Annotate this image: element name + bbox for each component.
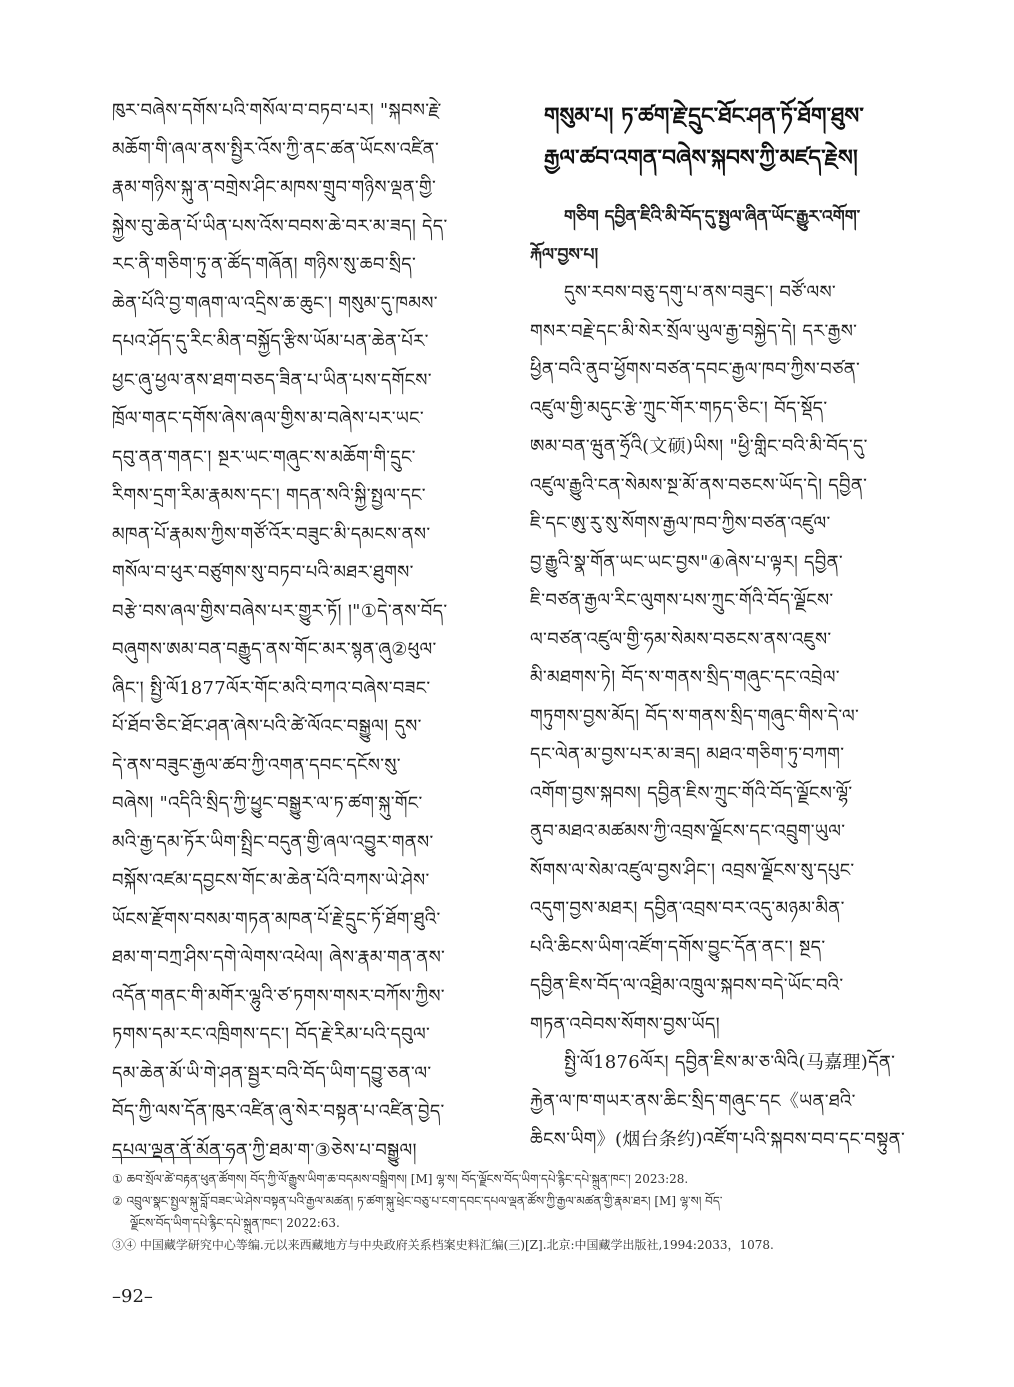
body-text-line: སོགས་ལ་སེམ་འཛུལ་བྱས་ཤིང་། འབྲས་ལྗོངས་སུ་དཔུང་ — [530, 859, 855, 881]
body-text-line: བསྐོས་འཛམ་དབྱངས་གོང་མ་ཆེན་པོའི་བཀས་ཡེ་ཤེས་ — [112, 870, 430, 891]
body-text-line: དང་ལེན་མ་བྱས་པར་མ་ཟད། མཐའ་གཅིག་ཏུ་བཀག་ — [530, 744, 845, 765]
body-text-line: དུས་རབས་བཅུ་དགུ་པ་ནས་བཟུང་། བཙོ་ལས་ — [564, 282, 836, 303]
body-text-line: དཔལ་ལྡན་ནོ་མོན་ཧན་ཀྱི་ཐམ་ག་③ཅེས་པ་བསྒྱུལ། — [112, 1139, 417, 1161]
footnote: ③④ 中国藏学研究中心等编.元以来西藏地方与中央政府关系档案史料汇编(三)[Z].北京:中国藏学出版社,1994:2033，1078. — [112, 1238, 774, 1252]
body-text-line: འདུག་བྱས་མཐར། དབྱིན་འབྲས་བར་འདུ་མཉམ་མིན་ — [530, 898, 845, 919]
body-text-line: ཁྲོལ་གནང་དགོས་ཞེས་ཞལ་གྱིས་མ་བཞེས་པར་ཡང་ — [112, 408, 424, 429]
body-text-line: གཏུགས་བྱས་མོད། བོད་ས་གནས་སྲིད་གཞུང་གིས་དེ་ལ་ — [530, 705, 860, 727]
body-text-line: མཁན་པོ་རྣམས་ཀྱིས་གཙོ་འོར་བཟུང་མི་དམངས་ནས་ — [112, 523, 431, 545]
body-text-line: རང་ནི་གཅིག་ཏུ་ན་ཚོད་གཞོན། གཉིས་སུ་ཆབ་སྲིད་ — [112, 254, 417, 275]
footnote: ① ཆབ་སྲོལ་ཚེ་བརྟན་ཕུན་ཚོགས། བོད་ཀྱི་ལོ་རྒྱུས་ཡིག་ཆ་བདམས་བསྒྲིགས། [M] ལྷ་ས། བོད་ལྗོངས་བོད་ཡིག་དཔེ་རྙིང་དཔེ་སྐྲུན་ཁང་། 2023:28. — [112, 1172, 689, 1186]
body-text-line: པའི་ཆིངས་ཡིག་འཛོག་དགོས་བྱུང་དོན་ནང་། སྔད་ — [530, 936, 826, 958]
body-text-line: ཇི་དང་ཨུ་རུ་སུ་སོགས་རྒྱལ་ཁབ་ཀྱིས་བཙན་འཛུལ་ — [530, 513, 831, 534]
body-text-line: བོད་ཀྱི་ལས་དོན་ཁུར་འཛིན་ཞུ་སེར་བསྟན་པ་འཛིན་བྱེད་ — [112, 1101, 445, 1122]
right-column — [530, 92, 920, 1160]
body-text-line: མཆོག་གི་ཞལ་ནས་སྤྱིར་འོས་ཀྱི་ནང་ཚན་ཡོངས་འཛིན་ — [112, 138, 440, 160]
body-text-line: ཇི་བཙན་རྒྱལ་རིང་ལུགས་པས་ཀྲུང་གོའི་བོད་ལྗོངས་ — [530, 590, 834, 611]
body-text-line: རྐྱེན་ལ་ཁ་གཡར་ནས་ཆིང་སྲིད་གཞུང་དང《ཡན་ཐའི་ — [530, 1090, 856, 1112]
body-text-line: ཐམ་ག་བཀྲ་ཤིས་དགེ་ལེགས་འཕེལ། ཞེས་རྣམ་གན་ནས་ — [112, 947, 446, 968]
body-text-line: ཆེན་པོའི་བྱ་གཞག་ལ་འདྲིས་ཆ་ཆུང་། གསུམ་དུ་ཁམས་ — [112, 292, 438, 314]
page-number: –92– — [112, 1286, 153, 1307]
body-text-line: བཞུགས་ཨམ་བན་བརྒྱུད་ནས་གོང་མར་སྙན་ཞུ②ཕུལ་ — [112, 639, 437, 660]
body-text-line: ཡོངས་རྫོགས་བསམ་གཏན་མཁན་པོ་རྗེ་དྲུང་ཏོ་ཐོག་ཐུའི་ — [112, 908, 441, 930]
footnote: ② འབྲུལ་སྣང་སྤྱལ་སྐུ་བློ་བཟང་ཡེ་ཤེས་བསྟན་པའི་རྒྱལ་མཚན། ཏ་ཚག་སྐུ་ཕྲེང་བཅུ་པ་ངག་དབང་དཔལ་ལྡན་ཚོས་ཀྱི་རྒྱལ་མཚན་གྱི་རྣམ་ཐར། [M] ལྷ་ས། བོད་ — [112, 1194, 723, 1208]
body-text-line: སྤྱི་ལོ1876ལོར། དབྱིན་ཇིས་མ་ཅ་ལིའི(马嘉理)དོན་ — [564, 1052, 896, 1073]
left-column — [112, 92, 500, 1170]
body-text-line: ཁུར་བཞེས་དགོས་པའི་གསོལ་བ་བཏབ་པར། "སྐབས་རྗེ་ — [112, 100, 442, 121]
subsection-heading: གཅིག དབྱིན་ཇིའི་མི་བོད་དུ་སྤྱལ་ཞིན་ཡོང་རྒྱུར་འགོག་ — [564, 207, 861, 227]
body-text-line: ཨམ་བན་ཝུན་ཧྲོའི(文硕)ཡིས། "ཕྱི་གླིང་བའི་མི་བོད་དུ་ — [530, 436, 868, 457]
body-text-line: དམ་ཆེན་མོ་ཡི་གེ་ཤན་སྦྱར་བའི་བོད་ཡིག་དབྱུ་ཅན་ལ་ — [112, 1062, 432, 1084]
body-text-line: འདོན་གནང་གི་མགོར་ལྷུའི་ཙ་ཏགས་གསར་བཀོས་ཀྱིས་ — [112, 985, 445, 1007]
body-text-line: ཕྱིན་བའི་ནུབ་ཕྱོགས་བཙན་དབང་རྒྱལ་ཁབ་ཀྱིས་བཙན་ — [530, 359, 861, 380]
body-text-line: བྱ་རྒྱུའི་སྣ་གོན་ཡང་ཡང་བྱས"④ཞེས་པ་ལྟར། དབྱིན་ — [530, 551, 844, 573]
body-text-line: མི་མཐགས་ཏེ། བོད་ས་གནས་སྲིད་གཞུང་དང་འབྲེལ་ — [530, 667, 840, 688]
body-text-line: འཛུལ་གྱི་མདུང་རྩེ་ཀྲུང་གོར་གཏད་ཅིང་། བོད་སྡོད་ — [530, 397, 828, 419]
body-text-line: འཛུལ་རྒྱུའི་ངན་སེམས་སྔ་མོ་ནས་བཅངས་ཡོད་དེ། དབྱིན་ — [530, 474, 868, 496]
body-text-line: གསར་བརྗེ་དང་མི་སེར་སྲོལ་ཡུལ་རྒྱ་བསྐྱེད་དེ། དར་རྒྱས་ — [530, 320, 858, 342]
section-heading-line: གསུམ་པ། ཏ་ཚག་རྗེ་དྲུང་ཐོང་ཤན་ཏོ་ཐོག་ཐུས་ — [544, 104, 864, 129]
body-text-line: ལ་བཙན་འཛུལ་གྱི་ཧམ་སེམས་བཅངས་ནས་འཇུས་ — [530, 628, 832, 650]
right-paragraph-1 — [530, 274, 920, 1044]
body-text-line: གསོལ་བ་ཕུར་བཙུགས་སུ་བཏབ་པའི་མཐར་ཐུགས་ — [112, 562, 414, 583]
body-text-line: པོ་ཐོབ་ཅིང་ཐོང་ཤན་ཞེས་པའི་ཚེ་ལོའང་བསྒྱུལ། དུས་ — [112, 716, 422, 737]
body-text-line: རིགས་དྲག་རིམ་རྣམས་དང་། གདན་སའི་སྐྱི་སྤྱལ་དང་ — [112, 485, 426, 506]
section-heading-line: རྒྱལ་ཚབ་འགན་བཞེས་སྐབས་ཀྱི་མཛད་རྗེས། — [544, 146, 858, 171]
footnote: ལྗོངས་བོད་ཡིག་དཔེ་རྙིང་དཔེ་སྐྲུན་ཁང་། 2022:63. — [130, 1216, 340, 1230]
body-text-line: དཔའ་ཤོད་དུ་རིང་མིན་བསྐྱོད་རྩིས་ཡོམ་པན་ཆེན་པོར་ — [112, 331, 429, 352]
body-text-line: སྐྱེས་བུ་ཆེན་པོ་ཡིན་པས་འོས་བབས་ཆེ་བར་མ་ཟད། དེད་ — [112, 215, 448, 237]
body-text-line: བཞེས། "འདིའི་སྲིད་ཀྱི་ཕྱུང་བསྒྱུར་ལ་ཏ་ཚག་སྐུ་གོང་ — [112, 793, 423, 814]
body-text-line: དེ་ནས་བཟུང་རྒྱལ་ཚབ་ཀྱི་འགན་དབང་དངོས་སུ་ — [112, 754, 401, 776]
body-text-line: འགོག་བྱས་སྐབས། དབྱིན་ཇིས་ཀྲུང་གོའི་བོད་ལྗོངས་ལྷོ་ — [530, 782, 853, 804]
body-text-line: དབུ་ནན་གནང་། སྔར་ཡང་གཞུང་ས་མཆོག་གི་དྲུང་ — [112, 446, 416, 468]
body-text-line: གཏན་འབེབས་སོགས་བྱས་ཡོད། — [530, 1013, 720, 1035]
subsection-heading-cont: རྐོལ་བྱས་པ། — [530, 245, 599, 265]
section-heading — [530, 96, 920, 180]
body-text-line: དབྱིན་ཇིས་བོད་ལ་འཐྲིམ་འཁྲུལ་སྐབས་བདེ་ཡོང་བའི་ — [530, 975, 844, 996]
body-text-line: རྣམ་གཉིས་སྐུ་ན་བགྲེས་ཤིང་མཁས་གྲུབ་གཉིས་ལྡན་གྱི་ — [112, 177, 437, 198]
body-text-line: ཏགས་དམ་རང་འཁྲིགས་དང་། བོད་རྗེ་རིམ་པའི་དབུལ་ — [112, 1024, 431, 1045]
body-text-line: བརྩེ་བས་ཞལ་གྱིས་བཞེས་པར་གྱུར་ཏོ། །"①དེ་ནས་བོད་ — [112, 600, 448, 622]
right-paragraph-2 — [530, 1044, 920, 1160]
body-text-line: ཆིངས་ཡིག》(烟台条约)འཛོག་པའི་སྐབས་བབ་དང་བསྟུན་ — [530, 1129, 906, 1150]
body-text-line: ནུབ་མཐའ་མཚམས་ཀྱི་འབྲས་ལྗོངས་དང་འབྲུག་ཡུལ་ — [530, 821, 846, 842]
body-text-line: ཞིང་། སྤྱི་ལོ1877ལོར་གོང་མའི་བཀའ་བཞེས་བཟང་ — [112, 677, 431, 699]
body-text-line: མའི་རྒྱ་དམ་ཏོར་ཡིག་སྤྲིང་བདུན་གྱི་ཞལ་འབྱུར་གནས་ — [112, 831, 434, 853]
footnote-divider — [112, 1157, 234, 1158]
body-text-line: ཕྱང་ཞུ་ཕྱལ་ནས་ཐག་བཅད་ཟིན་པ་ཡིན་པས་དགོངས་ — [112, 369, 432, 391]
footnotes — [112, 1168, 912, 1256]
